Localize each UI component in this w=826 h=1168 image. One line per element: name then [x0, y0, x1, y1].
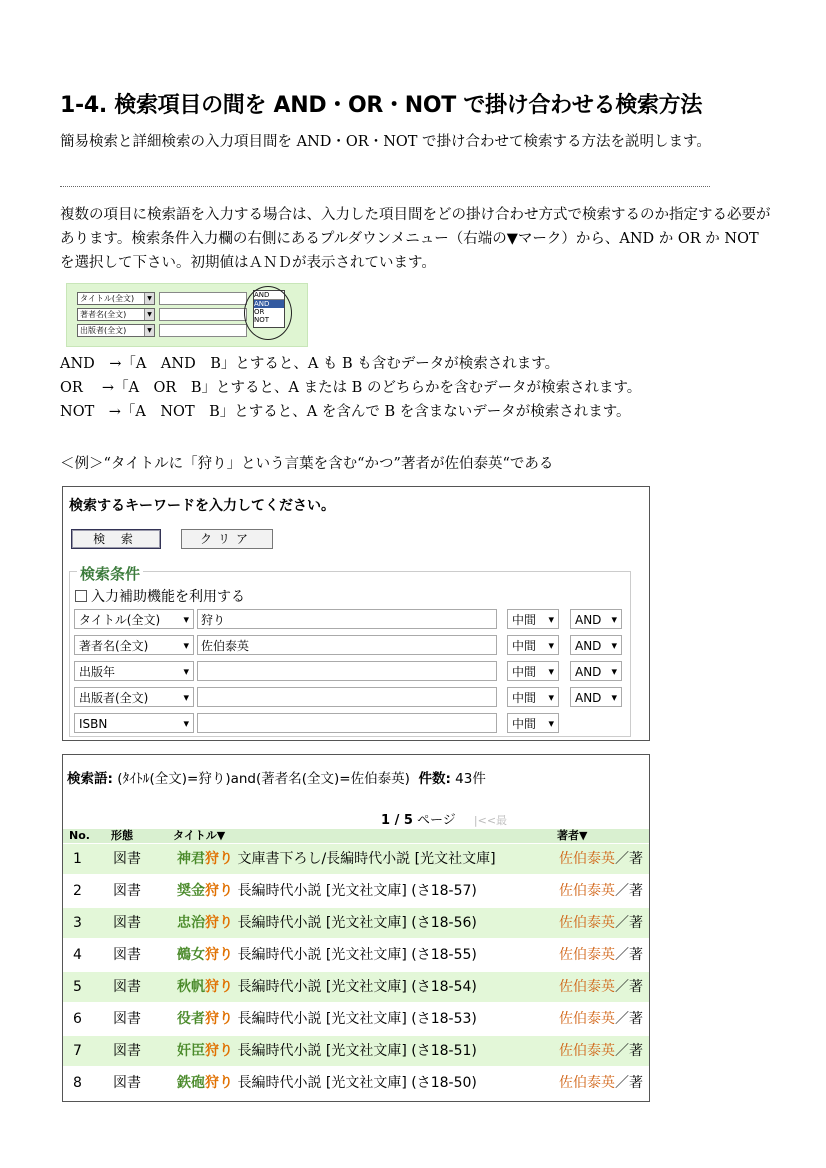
highlight-circle — [244, 286, 292, 340]
field-select[interactable]: タイトル(全文) ▾ — [74, 609, 194, 629]
row-no: 3 — [73, 915, 82, 931]
and-explanation: AND →「A AND B」とすると、A も B も含むデータが検索されます。 — [60, 356, 560, 372]
col-title-sort[interactable]: タイトル▼ — [173, 829, 226, 842]
dotted-divider — [60, 186, 710, 187]
row-title[interactable]: 奸臣狩り 長編時代小説 [光文社文庫] (さ18-51) — [177, 1043, 477, 1059]
row-author[interactable]: 佐伯泰英／著 — [559, 1011, 643, 1027]
instruction-text: 複数の項目に検索語を入力する場合は、入力した項目間をどの掛け合わせ方式で検索するのか指定する必要があります。検索条件入力欄の右側にあるプルダウンメニュー（右端の▼マーク）から、AND か OR か NOT を選択して下さい。初期値はＡＮＤが表示されています。 — [60, 207, 771, 271]
row-title[interactable]: 忠治狩り 長編時代小説 [光文社文庫] (さ18-56) — [177, 915, 477, 931]
not-explanation: NOT →「A NOT B」とすると、A を含んで B を含まないデータが検索されます。 — [60, 404, 631, 420]
table-row — [63, 908, 650, 938]
operator-select[interactable]: AND ▾ — [570, 635, 622, 655]
table-row — [63, 1068, 650, 1098]
row-type: 図書 — [113, 1075, 141, 1091]
match-select[interactable]: 中間 ▾ — [507, 661, 559, 681]
row-type: 図書 — [113, 979, 141, 995]
operator-select[interactable]: AND ▾ — [570, 687, 622, 707]
row-no: 8 — [73, 1075, 82, 1091]
row-type: 図書 — [113, 915, 141, 931]
table-row — [63, 1004, 650, 1034]
mini-text-input — [159, 324, 247, 337]
field-select[interactable]: 著者名(全文) ▾ — [74, 635, 194, 655]
row-no: 4 — [73, 947, 82, 963]
row-author[interactable]: 佐伯泰英／著 — [559, 915, 643, 931]
result-count: 43件 — [455, 771, 486, 787]
operator-select[interactable]: AND ▾ — [570, 661, 622, 681]
row-author[interactable]: 佐伯泰英／著 — [559, 947, 643, 963]
results-summary: 検索語: (ﾀｲﾄﾙ(全文)=狩り)and(著者名(全文)=佐伯泰英) 件数: 43件 — [67, 771, 486, 787]
row-author[interactable]: 佐伯泰英／著 — [559, 851, 643, 867]
mini-operator-dropdown: AND AND OR NOT — [253, 290, 285, 328]
mini-text-input — [159, 292, 247, 305]
row-no: 7 — [73, 1043, 82, 1059]
example-text: ＜例＞“タイトルに「狩り」という言葉を含む“かつ”著者が佐伯泰英“である — [60, 456, 554, 472]
page-title: 1-4. 検索項目の間を AND・OR・NOT で掛け合わせる検索方法 — [60, 93, 703, 118]
search-panel-heading: 検索するキーワードを入力してください。 — [69, 498, 335, 514]
col-author-sort[interactable]: 著者▼ — [557, 829, 588, 842]
keyword-input[interactable]: 狩り — [197, 609, 497, 629]
pager: 1 / 5 ページ |<<最 — [381, 813, 508, 828]
keyword-input[interactable]: 佐伯泰英 — [197, 635, 497, 655]
search-button[interactable]: 検 索 — [71, 529, 161, 549]
row-type: 図書 — [113, 1043, 141, 1059]
row-title[interactable]: 鵺女狩り 長編時代小説 [光文社文庫] (さ18-55) — [177, 947, 477, 963]
row-type: 図書 — [113, 1011, 141, 1027]
mini-field-select: 出版者(全文) ▼ — [77, 324, 155, 337]
table-row — [63, 876, 650, 906]
intro-text: 簡易検索と詳細検索の入力項目間を AND・OR・NOT で掛け合わせて検索する方法を説明します。 — [60, 134, 711, 150]
row-type: 図書 — [113, 851, 141, 867]
search-conditions-legend: 検索条件 — [77, 563, 143, 584]
first-page-link[interactable]: |<<最 — [473, 814, 508, 827]
col-no: No. — [69, 829, 90, 842]
mini-field-select: 著者名(全文) ▼ — [77, 308, 155, 321]
mini-text-input — [159, 308, 247, 321]
row-author[interactable]: 佐伯泰英／著 — [559, 1075, 643, 1091]
search-panel — [62, 486, 650, 741]
operator-explanations — [60, 352, 641, 424]
col-type: 形態 — [111, 829, 133, 842]
match-select[interactable]: 中間 ▾ — [507, 713, 559, 733]
keyword-input[interactable] — [197, 687, 497, 707]
row-title[interactable]: 秋帆狩り 長編時代小説 [光文社文庫] (さ18-54) — [177, 979, 477, 995]
pulldown-screenshot — [66, 283, 308, 347]
results-panel — [62, 754, 650, 1102]
row-no: 5 — [73, 979, 82, 995]
table-row — [63, 844, 650, 874]
table-row — [63, 940, 650, 970]
row-title[interactable]: 鉄砲狩り 長編時代小説 [光文社文庫] (さ18-50) — [177, 1075, 477, 1091]
clear-button[interactable]: クリア — [181, 529, 273, 549]
row-title[interactable]: 神君狩り 文庫書下ろし/長編時代小説 [光文社文庫] — [177, 851, 496, 867]
match-select[interactable]: 中間 ▾ — [507, 687, 559, 707]
mini-field-select: タイトル(全文) ▼ — [77, 292, 155, 305]
row-type: 図書 — [113, 947, 141, 963]
row-type: 図書 — [113, 883, 141, 899]
or-explanation: OR →「A OR B」とすると、A または B のどちらかを含むデータが検索されます。 — [60, 380, 642, 396]
table-row — [63, 1036, 650, 1066]
keyword-input[interactable] — [197, 661, 497, 681]
row-title[interactable]: 役者狩り 長編時代小説 [光文社文庫] (さ18-53) — [177, 1011, 477, 1027]
checkbox-icon[interactable] — [75, 590, 87, 602]
page-number: 1 / 5 — [381, 813, 413, 828]
input-assist-checkbox[interactable]: 入力補助機能を利用する — [75, 586, 245, 606]
row-no: 1 — [73, 851, 82, 867]
row-author[interactable]: 佐伯泰英／著 — [559, 883, 643, 899]
field-select[interactable]: ISBN ▾ — [74, 713, 194, 733]
table-header — [63, 829, 650, 843]
operator-select[interactable]: AND ▾ — [570, 609, 622, 629]
row-no: 6 — [73, 1011, 82, 1027]
row-author[interactable]: 佐伯泰英／著 — [559, 1043, 643, 1059]
row-author[interactable]: 佐伯泰英／著 — [559, 979, 643, 995]
row-title[interactable]: 奨金狩り 長編時代小説 [光文社文庫] (さ18-57) — [177, 883, 477, 899]
field-select[interactable]: 出版年 ▾ — [74, 661, 194, 681]
match-select[interactable]: 中間 ▾ — [507, 635, 559, 655]
match-select[interactable]: 中間 ▾ — [507, 609, 559, 629]
row-no: 2 — [73, 883, 82, 899]
keyword-input[interactable] — [197, 713, 497, 733]
query-string: (ﾀｲﾄﾙ(全文)=狩り)and(著者名(全文)=佐伯泰英) — [117, 771, 410, 787]
table-row — [63, 972, 650, 1002]
field-select[interactable]: 出版者(全文) ▾ — [74, 687, 194, 707]
